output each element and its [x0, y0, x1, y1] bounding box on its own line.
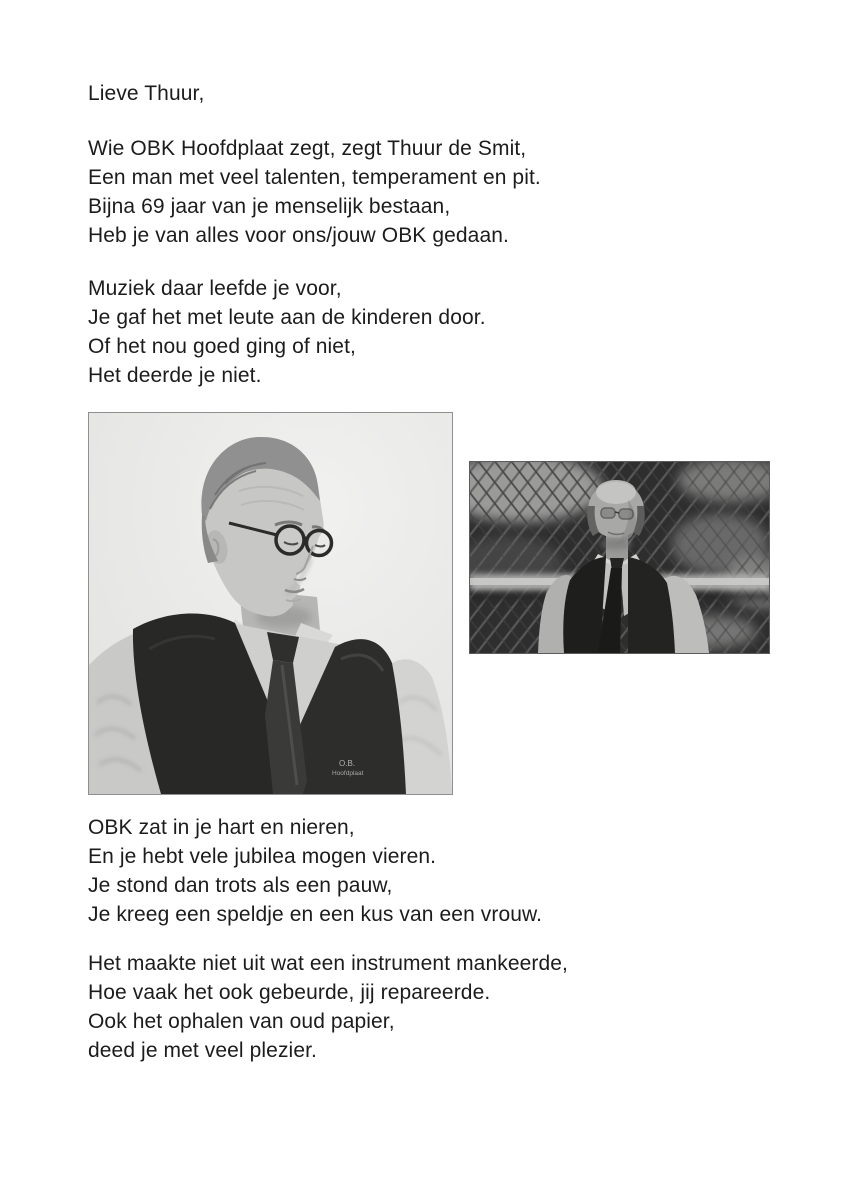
poem-line: Je stond dan trots als een pauw,: [88, 874, 393, 897]
poem-line: Ook het ophalen van oud papier,: [88, 1010, 395, 1033]
poem-line: Of het nou goed ging of niet,: [88, 335, 356, 358]
stanza-3: [88, 813, 542, 929]
poem-line: Een man met veel talenten, temperament en pit.: [88, 166, 541, 189]
poem-line: Bijna 69 jaar van je menselijk bestaan,: [88, 195, 451, 218]
poem-line: Wie OBK Hoofdplaat zegt, zegt Thuur de Smit,: [88, 137, 527, 160]
poem-line: OBK zat in je hart en nieren,: [88, 816, 355, 839]
poem-line: deed je met veel plezier.: [88, 1039, 317, 1062]
bald-crown-highlight: [596, 480, 636, 504]
svg-text:Hoofdplaat: Hoofdplaat: [332, 770, 364, 777]
portrait-photo: [88, 412, 453, 795]
stanza-2: [88, 274, 486, 390]
outdoor-illustration: [470, 462, 769, 653]
chin-shadow: [600, 538, 632, 550]
salutation-block: [88, 79, 204, 108]
poem-line: Het deerde je niet.: [88, 364, 262, 387]
poem-line: En je hebt vele jubilea mogen vieren.: [88, 845, 437, 868]
poem-line: Hoe vaak het ook gebeurde, jij repareerde.: [88, 981, 491, 1004]
poem-line: Het maakte niet uit wat een instrument mankeerde,: [88, 952, 568, 975]
stanza-1: [88, 134, 541, 250]
poem-line: Je kreeg een speldje en een kus van een vrouw.: [88, 903, 543, 926]
portrait-illustration: [89, 413, 452, 794]
outdoor-photo: [469, 461, 770, 654]
poem-line: Muziek daar leefde je voor,: [88, 277, 342, 300]
salutation: Lieve Thuur,: [88, 82, 205, 105]
poem-line: Je gaf het met leute aan de kinderen door.: [88, 306, 486, 329]
stanza-4: [88, 949, 568, 1065]
poem-line: Heb je van alles voor ons/jouw OBK gedaan.: [88, 224, 509, 247]
svg-text:O.B.: O.B.: [339, 759, 356, 768]
